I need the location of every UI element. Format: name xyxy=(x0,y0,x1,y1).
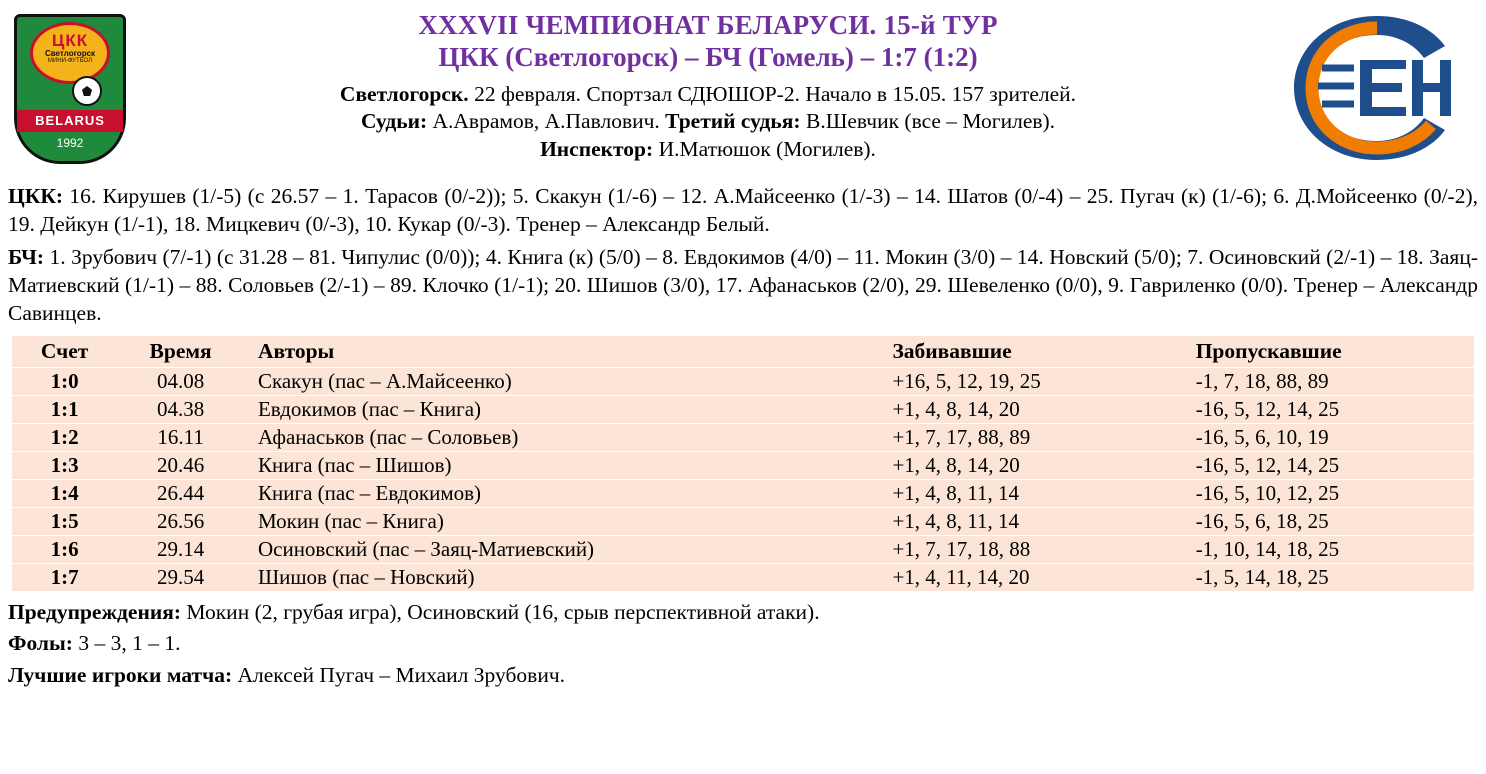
cautions-text: Мокин (2, грубая игра), Осиновский (16, срыв перспективной атаки). xyxy=(181,599,820,624)
cell-score: 1:3 xyxy=(50,452,79,477)
shield-emblem xyxy=(14,14,126,164)
cell-time: 29.54 xyxy=(156,564,205,589)
football-icon xyxy=(72,76,102,106)
cell-time: 26.56 xyxy=(156,508,205,533)
cell-time: 20.46 xyxy=(156,452,205,477)
header-conceded: Пропускавшие xyxy=(1195,338,1342,363)
match-meta xyxy=(140,81,1276,164)
header-time: Время xyxy=(149,338,212,363)
table-row xyxy=(12,535,1474,563)
bch-club-logo xyxy=(1282,8,1472,168)
cell-scored: +1, 7, 17, 18, 88 xyxy=(892,536,1031,561)
table-header-row xyxy=(12,336,1474,368)
lineup-away xyxy=(8,244,1478,328)
meta-referees-line xyxy=(140,108,1276,136)
table-row xyxy=(12,423,1474,451)
note-fouls xyxy=(8,629,1476,658)
goals-table-header xyxy=(12,336,1474,368)
cell-score: 1:4 xyxy=(50,480,79,505)
shield-city: Светлогорск xyxy=(44,48,96,58)
cell-scored: +16, 5, 12, 19, 25 xyxy=(892,368,1041,393)
cell-authors: Книга (пас – Шишов) xyxy=(257,452,452,477)
lineup-home-text: 16. Кирушев (1/-5) (с 26.57 – 1. Тарасов (0/-2)); 5. Скакун (1/-6) – 12. А.Майсеенко (1/-3) – 14. Шатов (0/-4) – 25. Пугач (к) (1/-6); 6. Д.Мойсеенко (0/-2), 19. Дейкун (1/-1), 18. Мицкевич (0/-3), 10. Кукар (0/-3). Тренер – Александр Белый. xyxy=(8,184,1478,236)
table-row xyxy=(12,395,1474,423)
lineup-away-team: БЧ: xyxy=(8,244,45,269)
note-best-players xyxy=(8,661,1476,690)
cell-authors: Осиновский (пас – Заяц-Матиевский) xyxy=(257,536,595,561)
cell-scored: +1, 4, 8, 14, 20 xyxy=(892,396,1020,421)
cell-scored: +1, 4, 11, 14, 20 xyxy=(892,564,1030,589)
shield-sub: МИНИ-ФУТБОЛ xyxy=(47,58,93,65)
header-scored: Забивавшие xyxy=(892,338,1012,363)
shield-band-label: BELARUS xyxy=(35,113,105,128)
title-block xyxy=(140,10,1276,163)
cell-authors: Скакун (пас – А.Майсеенко) xyxy=(257,368,512,393)
cell-score: 1:5 xyxy=(50,508,79,533)
bch-emblem xyxy=(1282,8,1472,168)
cell-time: 29.14 xyxy=(156,536,205,561)
referees-text: А.Аврамов, А.Павлович. xyxy=(427,109,666,134)
inspector-label: Инспектор: xyxy=(540,136,654,161)
cell-time: 04.08 xyxy=(156,368,205,393)
cell-score: 1:1 xyxy=(50,396,79,421)
meta-venue-line xyxy=(140,81,1276,109)
cell-score: 1:2 xyxy=(50,424,79,449)
lineup-home-team: ЦКК: xyxy=(8,184,64,208)
cell-score: 1:6 xyxy=(50,536,79,561)
cautions-label: Предупреждения: xyxy=(8,599,182,624)
cell-scored: +1, 4, 8, 14, 20 xyxy=(892,452,1020,477)
table-row xyxy=(12,451,1474,479)
cell-time: 04.38 xyxy=(156,396,205,421)
cell-scored: +1, 7, 17, 88, 89 xyxy=(892,424,1031,449)
best-players-label: Лучшие игроки матча: xyxy=(8,662,233,687)
cell-conceded: -16, 5, 6, 18, 25 xyxy=(1195,508,1329,533)
cell-conceded: -1, 7, 18, 88, 89 xyxy=(1195,368,1329,393)
goals-table-body xyxy=(12,367,1474,591)
cell-conceded: -16, 5, 10, 12, 25 xyxy=(1195,480,1340,505)
lineups-section xyxy=(0,183,1486,328)
cell-conceded: -16, 5, 12, 14, 25 xyxy=(1195,396,1340,421)
goals-table xyxy=(12,336,1474,591)
cell-conceded: -16, 5, 12, 14, 25 xyxy=(1195,452,1340,477)
note-cautions xyxy=(8,598,1476,627)
fouls-text: 3 – 3, 1 – 1. xyxy=(72,631,181,656)
cell-authors: Книга (пас – Евдокимов) xyxy=(257,480,482,505)
shield-abbr: ЦКК xyxy=(51,31,89,50)
header-authors: Авторы xyxy=(257,338,335,363)
referees-label: Судьи: xyxy=(360,109,428,134)
table-row xyxy=(12,507,1474,535)
third-referee-text: В.Шевчик (все – Могилев). xyxy=(800,109,1056,134)
shield-year: 1992 xyxy=(56,136,84,150)
cell-conceded: -16, 5, 6, 10, 19 xyxy=(1195,424,1329,449)
cell-authors: Евдокимов (пас – Книга) xyxy=(257,396,482,421)
cell-score: 1:0 xyxy=(50,368,79,393)
header-score: Счет xyxy=(40,338,89,363)
cell-conceded: -1, 10, 14, 18, 25 xyxy=(1195,536,1340,561)
cell-time: 16.11 xyxy=(157,424,204,449)
cell-score: 1:7 xyxy=(50,564,79,589)
championship-title: XXXVII ЧЕМПИОНАТ БЕЛАРУСИ. 15-й ТУР xyxy=(418,10,998,40)
cell-authors: Шишов (пас – Новский) xyxy=(257,564,475,589)
lineup-home xyxy=(8,183,1478,239)
ckk-club-logo xyxy=(14,14,126,164)
meta-venue-text: 22 февраля. Спортзал СДЮШОР-2. Начало в 15.05. 157 зрителей. xyxy=(468,81,1077,106)
cell-authors: Афанаськов (пас – Соловьев) xyxy=(257,424,519,449)
inspector-text: И.Матюшок (Могилев). xyxy=(653,136,876,161)
table-row xyxy=(12,563,1474,591)
cell-conceded: -1, 5, 14, 18, 25 xyxy=(1195,564,1329,589)
cell-scored: +1, 4, 8, 11, 14 xyxy=(892,508,1020,533)
meta-inspector-line xyxy=(140,136,1276,164)
third-referee-label: Третий судья: xyxy=(665,109,801,134)
meta-city-label: Светлогорск. xyxy=(339,81,469,106)
fouls-label: Фолы: xyxy=(8,631,73,656)
table-row xyxy=(12,479,1474,507)
shield-circle xyxy=(30,22,110,84)
cell-time: 26.44 xyxy=(156,480,205,505)
cell-scored: +1, 4, 8, 11, 14 xyxy=(892,480,1020,505)
table-row xyxy=(12,367,1474,395)
lineup-away-text: 1. Зрубович (7/-1) (с 31.28 – 81. Чипулис (0/0)); 4. Книга (к) (5/0) – 8. Евдокимов (4/0) – 11. Мокин (3/0) – 14. Новский (5/0); 7. Осиновский (2/-1) – 18. Заяц-Матиевский (1/-1) – 88. Соловьев (2/-1) – 89. Клочко (1/-1); 20. Шишов (3/0), 17. Афанаськов (2/0), 29. Шевеленко (0/0), 9. Гавриленко (0/0). Тренер – Александр Савинцев. xyxy=(8,244,1478,325)
match-title: ЦКК (Светлогорск) – БЧ (Гомель) – 1:7 (1:2) xyxy=(438,41,978,72)
notes-section xyxy=(0,591,1486,690)
report-header xyxy=(0,0,1486,178)
best-players-text: Алексей Пугач – Михаил Зрубович. xyxy=(232,662,566,687)
cell-authors: Мокин (пас – Книга) xyxy=(257,508,444,533)
